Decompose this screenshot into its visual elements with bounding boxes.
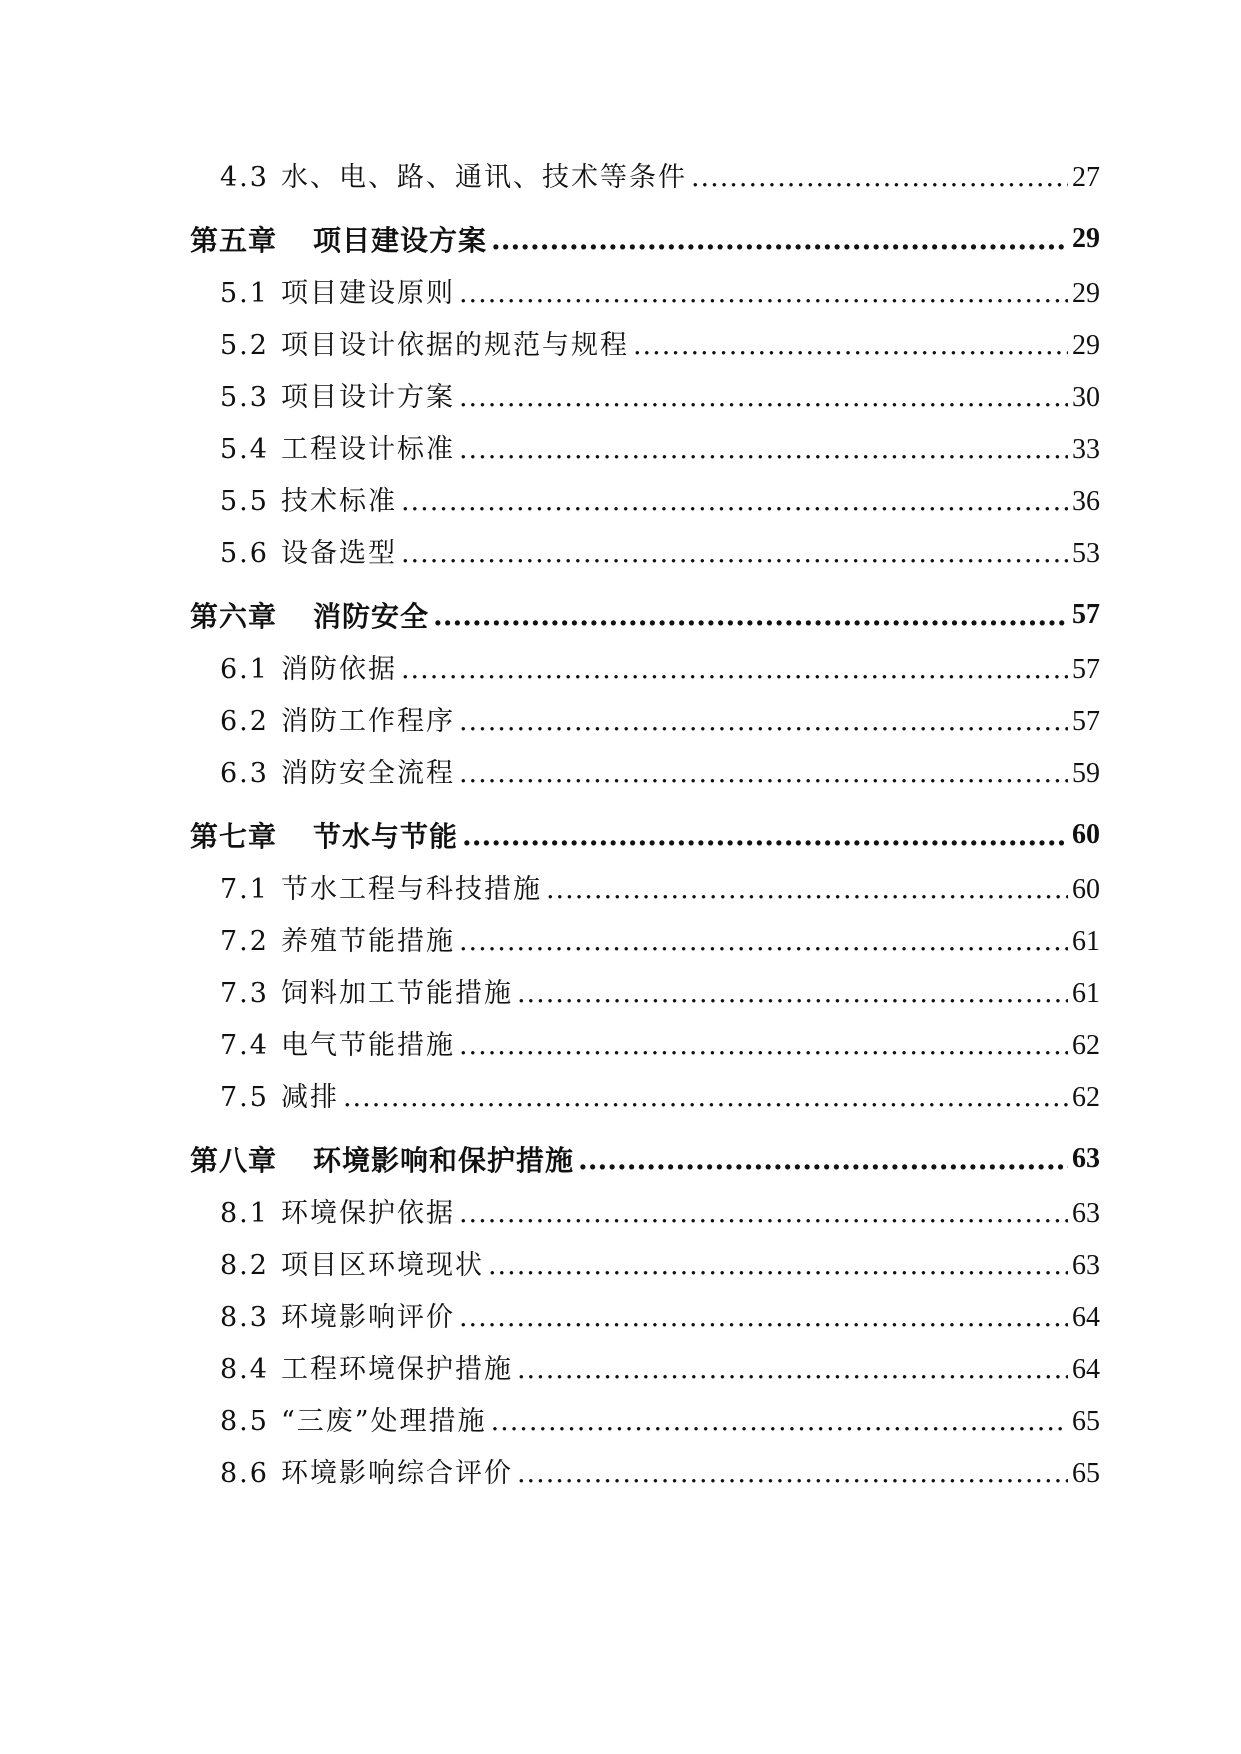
dot-leader [459,758,1068,789]
toc-chapter-entry[interactable] [190,207,1100,271]
dot-leader [517,1458,1068,1489]
toc-entry-page: 62 [1072,1030,1100,1061]
toc-entry[interactable] [190,919,1100,971]
toc-entry-title: 项目设计方案 [280,382,455,413]
toc-entry-title: 设备选型 [280,538,397,569]
toc-chapter-number: 第六章 [190,600,278,633]
toc-entry[interactable] [190,751,1100,803]
dot-leader [459,434,1068,465]
toc-chapter-title: 节水与节能 [313,820,459,853]
toc-entry-number: 8.1 [220,1198,269,1229]
toc-entry[interactable] [190,1451,1100,1503]
toc-entry-title: 消防依据 [280,654,397,685]
toc-entry-page: 30 [1072,382,1100,413]
dot-leader [343,1082,1068,1113]
toc-entry-number: 4.3 [220,162,269,193]
toc-entry-number: 8.2 [220,1250,269,1281]
toc-entry-page: 60 [1072,874,1100,905]
toc-entry-title: 水、电、路、通讯、技术等条件 [280,162,687,193]
toc-entry-number: 6.1 [220,654,269,685]
toc-chapter-title: 消防安全 [313,600,430,633]
toc-chapter-title: 项目建设方案 [313,224,488,257]
toc-entry-title: 减排 [280,1082,339,1113]
toc-entry-page: 65 [1072,1406,1100,1437]
toc-chapter-page: 63 [1072,1143,1100,1174]
toc-entry-number: 8.3 [220,1302,269,1333]
toc-entry[interactable] [190,1191,1100,1243]
toc-entry-title: 环境影响综合评价 [280,1458,513,1489]
toc-entry-page: 53 [1072,538,1100,569]
toc-entry-page: 61 [1072,926,1100,957]
toc-entry-page: 36 [1072,486,1100,517]
dot-leader [459,1030,1068,1061]
toc-entry-number: 7.3 [220,978,269,1009]
dot-leader [491,1406,1068,1437]
toc-entry-title: 养殖节能措施 [280,926,455,957]
toc-entry-page: 64 [1072,1302,1100,1333]
toc-entry-number: 7.4 [220,1030,269,1061]
toc-entry-page: 64 [1072,1354,1100,1385]
dot-leader [459,1198,1068,1229]
toc-entry[interactable] [190,323,1100,375]
toc-entry-number: 5.2 [220,330,269,361]
toc-entry-page: 57 [1072,654,1100,685]
toc-entry-page: 57 [1072,706,1100,737]
dot-leader [401,538,1068,569]
toc-entry[interactable] [190,271,1100,323]
toc-chapter-entry[interactable] [190,583,1100,647]
toc-entry-number: 6.3 [220,758,269,789]
dot-leader [401,654,1068,685]
toc-entry[interactable] [190,427,1100,479]
dot-leader [633,330,1068,361]
toc-entry[interactable] [190,971,1100,1023]
table-of-contents [190,155,1100,1503]
toc-entry-number: 5.5 [220,486,269,517]
toc-entry-page: 65 [1072,1458,1100,1489]
dot-leader [517,978,1068,1009]
toc-entry-number: 7.2 [220,926,269,957]
toc-entry-page: 63 [1072,1250,1100,1281]
toc-entry[interactable] [190,375,1100,427]
toc-entry-number: 8.4 [220,1354,269,1385]
toc-entry-page: 62 [1072,1082,1100,1113]
toc-entry-number: 5.1 [220,278,269,309]
dot-leader [578,1143,1068,1176]
toc-entry-number: 8.6 [220,1458,269,1489]
dot-leader [459,278,1068,309]
dot-leader [462,819,1068,852]
dot-leader [517,1354,1068,1385]
toc-chapter-title: 环境影响和保护措施 [313,1144,575,1177]
toc-chapter-page: 60 [1072,819,1100,850]
toc-entry-title: 节水工程与科技措施 [280,874,542,905]
toc-entry-title: 工程环境保护措施 [280,1354,513,1385]
toc-entry-page: 63 [1072,1198,1100,1229]
toc-entry-page: 27 [1072,162,1100,193]
dot-leader [546,874,1068,905]
dot-leader [459,1302,1068,1333]
toc-entry-page: 29 [1072,330,1100,361]
toc-entry[interactable] [190,479,1100,531]
dot-leader [488,1250,1068,1281]
toc-entry[interactable] [190,1243,1100,1295]
toc-entry-number: 7.1 [220,874,269,905]
dot-leader [459,926,1068,957]
dot-leader [691,162,1068,193]
toc-entry-title: 消防安全流程 [280,758,455,789]
toc-entry-title: 电气节能措施 [280,1030,455,1061]
toc-chapter-entry[interactable] [190,803,1100,867]
toc-entry-page: 59 [1072,758,1100,789]
toc-entry-title: 项目建设原则 [280,278,455,309]
toc-chapter-number: 第七章 [190,820,278,853]
dot-leader [491,223,1068,256]
toc-chapter-entry[interactable] [190,1127,1100,1191]
dot-leader [459,382,1068,413]
toc-entry-title: 饲料加工节能措施 [280,978,513,1009]
toc-entry-title: 工程设计标准 [280,434,455,465]
toc-entry[interactable] [190,1023,1100,1075]
toc-entry-title: 技术标准 [280,486,397,517]
toc-chapter-page: 57 [1072,599,1100,630]
toc-entry-number: 7.5 [220,1082,269,1113]
toc-entry[interactable] [190,699,1100,751]
toc-entry-number: 5.4 [220,434,269,465]
toc-entry[interactable] [190,1295,1100,1347]
toc-entry-title: 项目设计依据的规范与规程 [280,330,629,361]
dot-leader [401,486,1068,517]
toc-entry-number: 8.5 [220,1406,269,1437]
toc-chapter-page: 29 [1072,223,1100,254]
toc-entry[interactable] [190,1075,1100,1127]
toc-entry[interactable] [190,867,1100,919]
toc-entry[interactable] [190,1347,1100,1399]
toc-entry-title: “三废”处理措施 [280,1406,487,1437]
toc-chapter-number: 第八章 [190,1144,278,1177]
toc-entry[interactable] [190,155,1100,207]
toc-entry-number: 6.2 [220,706,269,737]
toc-entry-number: 5.3 [220,382,269,413]
toc-entry-page: 61 [1072,978,1100,1009]
toc-entry-title: 消防工作程序 [280,706,455,737]
toc-entry-title: 环境保护依据 [280,1198,455,1229]
dot-leader [459,706,1068,737]
toc-entry-title: 项目区环境现状 [280,1250,484,1281]
toc-entry-page: 33 [1072,434,1100,465]
toc-chapter-number: 第五章 [190,224,278,257]
toc-entry-page: 29 [1072,278,1100,309]
toc-entry-number: 5.6 [220,538,269,569]
toc-entry[interactable] [190,647,1100,699]
toc-entry-title: 环境影响评价 [280,1302,455,1333]
dot-leader [433,599,1068,632]
toc-entry[interactable] [190,531,1100,583]
toc-entry[interactable] [190,1399,1100,1451]
